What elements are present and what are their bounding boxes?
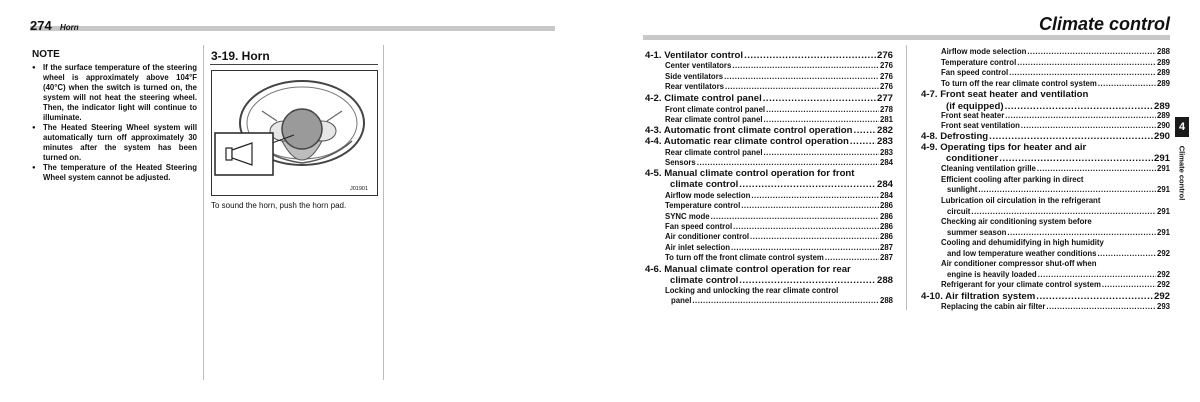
note-list: [31, 63, 197, 183]
toc-entry-page: 293: [1156, 301, 1170, 311]
column-divider: [203, 45, 204, 380]
horn-figure: [211, 70, 378, 196]
toc-entry-label: Front seat heater: [941, 111, 1005, 120]
toc-entry-label: (if equipped): [946, 100, 1004, 112]
toc-leader-dots: [741, 201, 879, 210]
toc-entry[interactable]: [941, 58, 1170, 67]
toc-entry-label: 4-5. Manual climate control operation for front: [645, 168, 855, 179]
toc-column-divider: [906, 45, 907, 310]
toc-entry-label: Rear climate control panel: [665, 114, 763, 124]
toc-leader-dots: [989, 131, 1153, 142]
toc-entry-page: 276: [879, 82, 893, 91]
toc-entry[interactable]: [941, 259, 1170, 268]
toc-entry-label: 4-7. Front seat heater and ventilation: [921, 89, 1089, 100]
figure-id: J01901: [349, 186, 368, 192]
note-item: ● The temperature of the Heated Steering Wheel system cannot be adjusted.: [31, 163, 197, 183]
toc-leader-dots: [1098, 79, 1156, 88]
toc-entry-page: 276: [879, 71, 893, 81]
toc-entry-label: circuit: [947, 206, 971, 216]
toc-entry[interactable]: [665, 212, 893, 221]
toc-entry-page: 283: [876, 136, 893, 147]
toc-entry-label: panel: [671, 296, 692, 305]
toc-entry-label: sunlight: [947, 185, 978, 194]
toc-leader-dots: [1021, 121, 1156, 130]
left-header-rule: [30, 26, 555, 31]
toc-entry-label: Lubrication oil circulation in the refrigerant: [941, 196, 1101, 205]
toc-column-right: [921, 47, 1170, 311]
toc-leader-dots: [850, 136, 876, 147]
toc-entry[interactable]: [947, 228, 1170, 237]
toc-entry-label: 4-9. Operating tips for heater and air: [921, 142, 1087, 153]
toc-leader-dots: [1005, 101, 1153, 112]
toc-entry-label: engine is heavily loaded: [947, 269, 1037, 279]
toc-leader-dots: [1007, 228, 1156, 237]
toc-entry[interactable]: [941, 175, 1170, 184]
toc-leader-dots: [825, 253, 879, 262]
toc-entry-page: 276: [876, 50, 893, 61]
toc-entry-label: Sensors: [665, 158, 696, 167]
toc-entry-label: 4-10. Air filtration system: [921, 290, 1036, 302]
toc-leader-dots: [739, 179, 876, 190]
toc-entry-page: 278: [879, 104, 893, 114]
toc-entry[interactable]: [665, 253, 893, 262]
toc-entry[interactable]: [946, 101, 1170, 112]
chapter-side-label: [1175, 138, 1189, 208]
toc-leader-dots: [854, 125, 876, 136]
section-title: 3-19. Horn: [211, 49, 270, 63]
toc-leader-dots: [971, 207, 1156, 216]
toc-entry[interactable]: [665, 105, 893, 114]
toc-entry-page: 286: [879, 211, 893, 221]
toc-leader-dots: [978, 185, 1156, 194]
right-header-rule: [643, 35, 1170, 40]
toc-leader-dots: [1097, 249, 1156, 258]
toc-entry[interactable]: [941, 302, 1170, 311]
toc-entry[interactable]: [921, 142, 1170, 153]
toc-leader-dots: [732, 61, 879, 70]
toc-entry[interactable]: [665, 232, 893, 241]
toc-entry[interactable]: [671, 296, 893, 305]
toc-entry-label: Front seat ventilation: [941, 121, 1020, 130]
toc-entry[interactable]: [941, 47, 1170, 56]
toc-leader-dots: [744, 50, 876, 61]
toc-entry-label: Efficient cooling after parking in direct: [941, 175, 1084, 184]
toc-entry-label: Fan speed control: [941, 68, 1009, 77]
toc-entry[interactable]: [941, 280, 1170, 289]
toc-entry[interactable]: [645, 136, 893, 147]
toc-entry-label: Airflow mode selection: [941, 47, 1027, 56]
toc-entry[interactable]: [941, 164, 1170, 173]
toc-entry-label: SYNC mode: [665, 211, 710, 221]
toc-entry[interactable]: [941, 111, 1170, 120]
toc-entry[interactable]: [947, 249, 1170, 258]
note-item: ● The Heated Steering Wheel system will automatically turn off approximately 30 minutes after the system has been turned on.: [31, 123, 197, 163]
toc-entry-page: 284: [876, 179, 893, 190]
toc-entry-page: 289: [1153, 100, 1170, 112]
toc-entry-page: 288: [876, 274, 893, 286]
toc-entry-page: 291: [1156, 206, 1170, 216]
toc-entry[interactable]: [665, 82, 893, 91]
toc-entry-label: Front climate control panel: [665, 104, 766, 114]
toc-leader-dots: [1036, 291, 1153, 302]
toc-entry[interactable]: [645, 93, 893, 104]
toc-leader-dots: [764, 148, 879, 157]
toc-entry-label: Rear climate control panel: [665, 147, 763, 157]
toc-leader-dots: [1037, 164, 1156, 173]
toc-entry-page: 287: [879, 242, 893, 252]
toc-entry-label: Air inlet selection: [665, 242, 730, 252]
toc-entry-page: 289: [1156, 111, 1170, 120]
toc-entry-page: 290: [1156, 121, 1170, 130]
toc-entry[interactable]: [670, 179, 893, 190]
toc-entry-page: 286: [879, 222, 893, 231]
toc-leader-dots: [766, 105, 879, 114]
page-number: 274: [30, 18, 52, 33]
toc-leader-dots: [1038, 270, 1156, 279]
toc-entry-label: Air conditioner control: [665, 232, 750, 241]
toc-entry-label: Center ventilators: [665, 61, 732, 70]
toc-leader-dots: [750, 232, 879, 241]
toc-entry[interactable]: [947, 270, 1170, 279]
toc-entry[interactable]: [665, 191, 893, 200]
toc-entry-page: 287: [879, 253, 893, 262]
toc-entry-label: conditioner: [946, 153, 999, 164]
toc-entry-label: Rear ventilators: [665, 82, 724, 91]
toc-leader-dots: [1005, 111, 1156, 120]
toc-entry[interactable]: [645, 50, 893, 61]
toc-entry-label: 4-2. Climate control panel: [645, 93, 762, 104]
side-label-text: Climate control: [1177, 145, 1187, 201]
toc-entry-page: 292: [1153, 290, 1170, 302]
toc-leader-dots: [711, 212, 879, 221]
toc-entry[interactable]: [665, 148, 893, 157]
chapter-tab: 4: [1175, 117, 1189, 137]
toc-entry[interactable]: [921, 89, 1170, 100]
toc-leader-dots: [692, 296, 879, 305]
toc-entry-page: 286: [879, 232, 893, 241]
toc-entry-label: To turn off the front climate control system: [665, 253, 824, 262]
toc-entry-page: 292: [1156, 269, 1170, 279]
toc-entry[interactable]: [665, 243, 893, 252]
toc-entry-label: Temperature control: [941, 57, 1017, 67]
toc-entry[interactable]: [947, 185, 1170, 194]
toc-entry-page: 284: [879, 158, 893, 167]
toc-entry-label: climate control: [670, 274, 739, 286]
toc-entry-label: Refrigerant for your climate control system: [941, 280, 1101, 289]
toc-entry-page: 281: [879, 114, 893, 124]
toc-leader-dots: [739, 275, 876, 286]
toc-entry-page: 286: [879, 201, 893, 210]
toc-entry-page: 292: [1156, 280, 1170, 289]
toc-entry[interactable]: [665, 286, 893, 295]
toc-entry-label: Air conditioner compressor shut-off when: [941, 259, 1097, 268]
toc-entry-label: 4-4. Automatic rear climate control operation: [645, 136, 849, 147]
section-title-rule: [210, 64, 378, 65]
toc-entry-label: 4-3. Automatic front climate control operation: [645, 125, 853, 136]
toc-column-left: [645, 50, 893, 310]
toc-entry-label: Temperature control: [665, 201, 741, 210]
toc-entry-label: Checking air conditioning system before: [941, 217, 1092, 226]
toc-leader-dots: [999, 153, 1153, 164]
figure-caption: To sound the horn, push the horn pad.: [211, 201, 347, 210]
toc-leader-dots: [1102, 280, 1156, 289]
toc-entry-page: 284: [879, 190, 893, 200]
toc-entry-label: 4-8. Defrosting: [921, 131, 989, 142]
toc-entry[interactable]: [665, 201, 893, 210]
toc-entry[interactable]: [941, 196, 1170, 205]
toc-leader-dots: [1017, 58, 1156, 67]
toc-entry[interactable]: [645, 264, 893, 275]
toc-entry[interactable]: [645, 168, 893, 179]
toc-entry-label: Cooling and dehumidifying in high humidity: [941, 238, 1104, 247]
toc-entry-label: Side ventilators: [665, 71, 724, 81]
toc-entry-page: 290: [1153, 131, 1170, 142]
toc-entry[interactable]: [941, 121, 1170, 130]
toc-entry-label: Replacing the cabin air filter: [941, 301, 1046, 311]
toc-entry-page: 289: [1156, 68, 1170, 77]
toc-entry-label: 4-1. Ventilator control: [645, 50, 744, 61]
running-header: Horn: [60, 23, 79, 32]
toc-entry-label: summer season: [947, 227, 1007, 237]
toc-entry-page: 283: [879, 147, 893, 157]
toc-entry-label: and low temperature weather conditions: [947, 248, 1097, 258]
toc-entry[interactable]: [941, 238, 1170, 247]
column-divider: [383, 45, 384, 380]
toc-leader-dots: [1009, 68, 1156, 77]
toc-entry-page: 291: [1156, 164, 1170, 173]
toc-entry[interactable]: [665, 222, 893, 231]
toc-entry[interactable]: [665, 115, 893, 124]
toc-entry[interactable]: [665, 61, 893, 70]
toc-entry[interactable]: [947, 207, 1170, 216]
chapter-title: Climate control: [1038, 14, 1170, 34]
toc-entry-label: To turn off the rear climate control system: [941, 78, 1097, 88]
toc-leader-dots: [724, 72, 879, 81]
toc-leader-dots: [751, 191, 879, 200]
toc-entry[interactable]: [941, 68, 1170, 77]
toc-entry-page: 288: [879, 296, 893, 305]
toc-entry[interactable]: [921, 131, 1170, 142]
steering-wheel-illustration: [212, 71, 377, 195]
toc-entry-page: 288: [1156, 47, 1170, 56]
toc-entry-page: 289: [1156, 57, 1170, 67]
toc-entry[interactable]: [645, 125, 893, 136]
toc-entry-label: Cleaning ventilation grille: [941, 164, 1036, 173]
toc-entry[interactable]: [665, 72, 893, 81]
toc-leader-dots: [733, 222, 879, 231]
toc-leader-dots: [1027, 47, 1156, 56]
toc-entry-page: 282: [876, 125, 893, 136]
toc-entry[interactable]: [946, 153, 1170, 164]
toc-leader-dots: [1046, 302, 1156, 311]
toc-entry-page: 277: [876, 93, 893, 104]
toc-leader-dots: [764, 115, 879, 124]
toc-entry-label: Fan speed control: [665, 222, 733, 231]
toc-leader-dots: [731, 243, 879, 252]
note-title: NOTE: [32, 49, 60, 60]
toc-entry-label: Locking and unlocking the rear climate control: [665, 285, 839, 295]
toc-entry[interactable]: [921, 291, 1170, 302]
toc-entry-page: 291: [1153, 153, 1170, 164]
toc-entry[interactable]: [941, 79, 1170, 88]
toc-entry-page: 289: [1156, 78, 1170, 88]
toc-entry-page: 276: [879, 61, 893, 70]
toc-entry-page: 292: [1156, 248, 1170, 258]
note-item: ● If the surface temperature of the steering wheel is approximately above 104°F (40°C) when the switch is turned on, the system will not heat the steering wheel. Then, the indicator light will continue to illuminate.: [31, 63, 197, 123]
toc-leader-dots: [697, 158, 879, 167]
toc-leader-dots: [763, 93, 876, 104]
toc-entry-page: 291: [1156, 185, 1170, 194]
toc-entry[interactable]: [665, 158, 893, 167]
toc-entry-label: climate control: [670, 179, 739, 190]
toc-entry-label: Airflow mode selection: [665, 190, 751, 200]
toc-entry[interactable]: [941, 217, 1170, 226]
toc-entry[interactable]: [670, 275, 893, 286]
toc-entry-page: 291: [1156, 227, 1170, 237]
toc-entry-label: 4-6. Manual climate control operation for rear: [645, 263, 851, 275]
toc-leader-dots: [725, 82, 879, 91]
